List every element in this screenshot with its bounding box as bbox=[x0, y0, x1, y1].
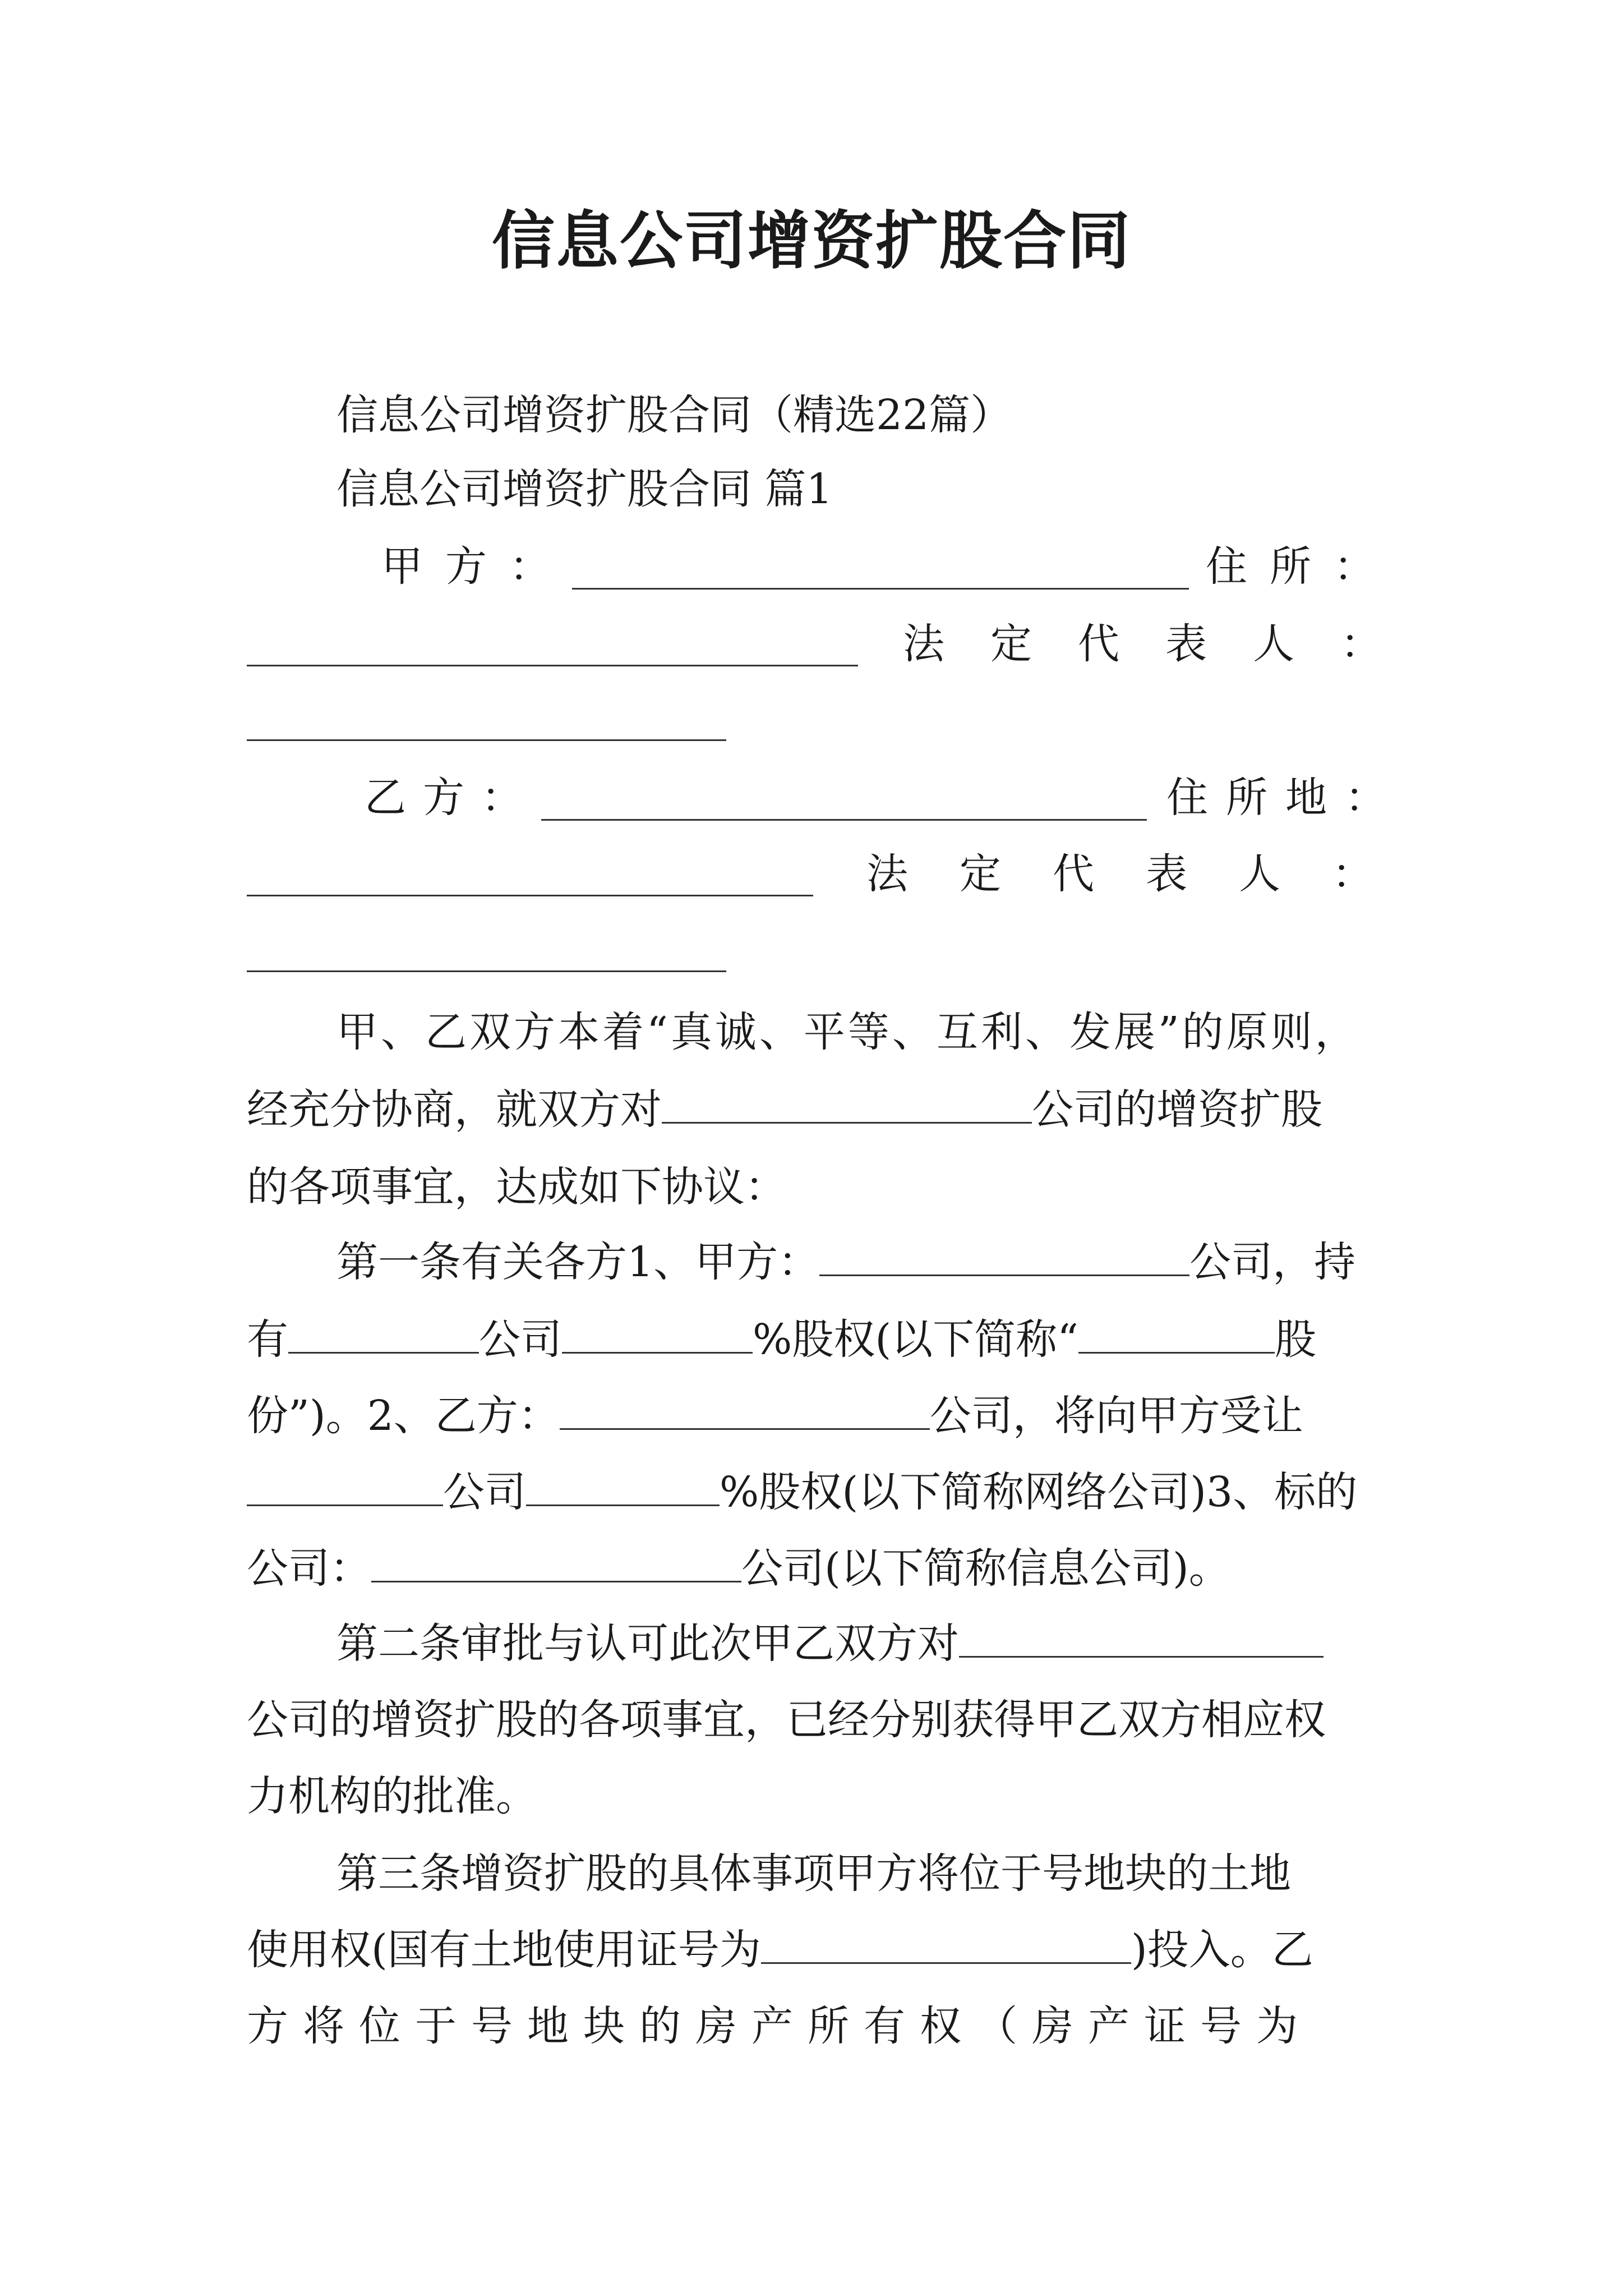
art1-line4-text-a: 公司 bbox=[443, 1468, 526, 1516]
company-blank bbox=[662, 1083, 1032, 1124]
share-name-blank bbox=[1078, 1313, 1275, 1354]
art1-line4-text-b: %股权(以下简称网络公司)3、标的 bbox=[720, 1468, 1358, 1516]
para1-line2-text-b: 公司的增资扩股 bbox=[1032, 1085, 1322, 1134]
party-a-rep-blank bbox=[247, 739, 726, 741]
party-b-company-blank bbox=[560, 1389, 930, 1430]
art1-line2-text-a: 有 bbox=[247, 1315, 288, 1364]
art1-line5-text-a: 公司： bbox=[247, 1544, 371, 1593]
art1-line1 bbox=[336, 1234, 1355, 1290]
art2-line1-text: 第二条审批与认可此次甲乙双方对 bbox=[336, 1619, 959, 1668]
party-b-label: 乙方： bbox=[365, 774, 540, 822]
art3-line2-text-a: 使用权(国有土地使用证号为 bbox=[247, 1926, 761, 1974]
holding-percent-blank bbox=[562, 1313, 753, 1354]
transfer-percent-blank bbox=[526, 1465, 720, 1506]
party-a-name-blank bbox=[572, 588, 1189, 590]
party-a-address-label: 住所： bbox=[1206, 542, 1398, 591]
art3-line3: 方将位于号地块的房产所有权（房产证号为 bbox=[247, 2002, 1312, 2050]
art1-line3-text-b: 公司，将向甲方受让 bbox=[929, 1392, 1303, 1440]
art3-line2-text-b: )投入。乙 bbox=[1131, 1926, 1313, 1974]
party-a-address-blank bbox=[247, 665, 858, 666]
land-cert-blank bbox=[761, 1923, 1131, 1964]
party-b-name-blank bbox=[541, 819, 1147, 821]
party-b-address-blank bbox=[247, 895, 813, 896]
section-heading: 信息公司增资扩股合同 篇1 bbox=[336, 465, 833, 513]
art1-line2-text-c: %股权(以下简称“ bbox=[753, 1315, 1079, 1364]
art1-line1-text-a: 第一条有关各方1、甲方： bbox=[336, 1238, 820, 1286]
party-a-company-blank bbox=[819, 1235, 1189, 1276]
para1-line2 bbox=[247, 1082, 1322, 1138]
art1-line2-text-b: 公司 bbox=[479, 1315, 562, 1364]
document-title: 信息公司增资扩股合同 bbox=[492, 204, 1131, 278]
art2-line3: 力机构的批准。 bbox=[247, 1772, 537, 1820]
para1-line2-text-a: 经充分协商，就双方对 bbox=[247, 1085, 662, 1134]
party-a-rep-label: 法定代表人： bbox=[903, 620, 1428, 668]
transfer-company-blank bbox=[247, 1465, 443, 1506]
party-a-label: 甲方： bbox=[381, 542, 573, 591]
holding-company-blank bbox=[288, 1313, 479, 1354]
art1-line3 bbox=[247, 1388, 1303, 1444]
art1-line5-text-b: 公司(以下简称信息公司)。 bbox=[741, 1544, 1230, 1593]
art2-line2: 公司的增资扩股的各项事宜，已经分别获得甲乙双方相应权 bbox=[247, 1696, 1326, 1744]
art1-line5 bbox=[247, 1540, 1230, 1596]
target-company-blank bbox=[371, 1542, 741, 1582]
art1-line3-text-a: 份”)。2、乙方： bbox=[247, 1392, 560, 1440]
art3-line2 bbox=[247, 1922, 1313, 1978]
art1-line1-text-b: 公司，持 bbox=[1189, 1238, 1356, 1286]
art1-line2 bbox=[247, 1312, 1316, 1368]
party-b-address-label: 住所地： bbox=[1166, 774, 1404, 822]
party-b-rep-label: 法定代表人： bbox=[866, 850, 1425, 898]
art1-line2-text-d: 股 bbox=[1275, 1315, 1317, 1364]
para1-line1: 甲、乙双方本着“真诚、平等、互利、发展”的原则， bbox=[336, 1008, 1359, 1056]
art2-company-blank bbox=[959, 1617, 1324, 1658]
art3-line1: 第三条增资扩股的具体事项甲方将位于号地块的土地 bbox=[336, 1849, 1291, 1898]
subtitle: 信息公司增资扩股合同（精选22篇） bbox=[336, 391, 1012, 439]
para1-line3: 的各项事宜，达成如下协议： bbox=[247, 1163, 786, 1211]
art1-line4 bbox=[247, 1464, 1357, 1520]
art2-line1 bbox=[336, 1616, 1324, 1672]
party-b-rep-blank bbox=[247, 970, 726, 972]
